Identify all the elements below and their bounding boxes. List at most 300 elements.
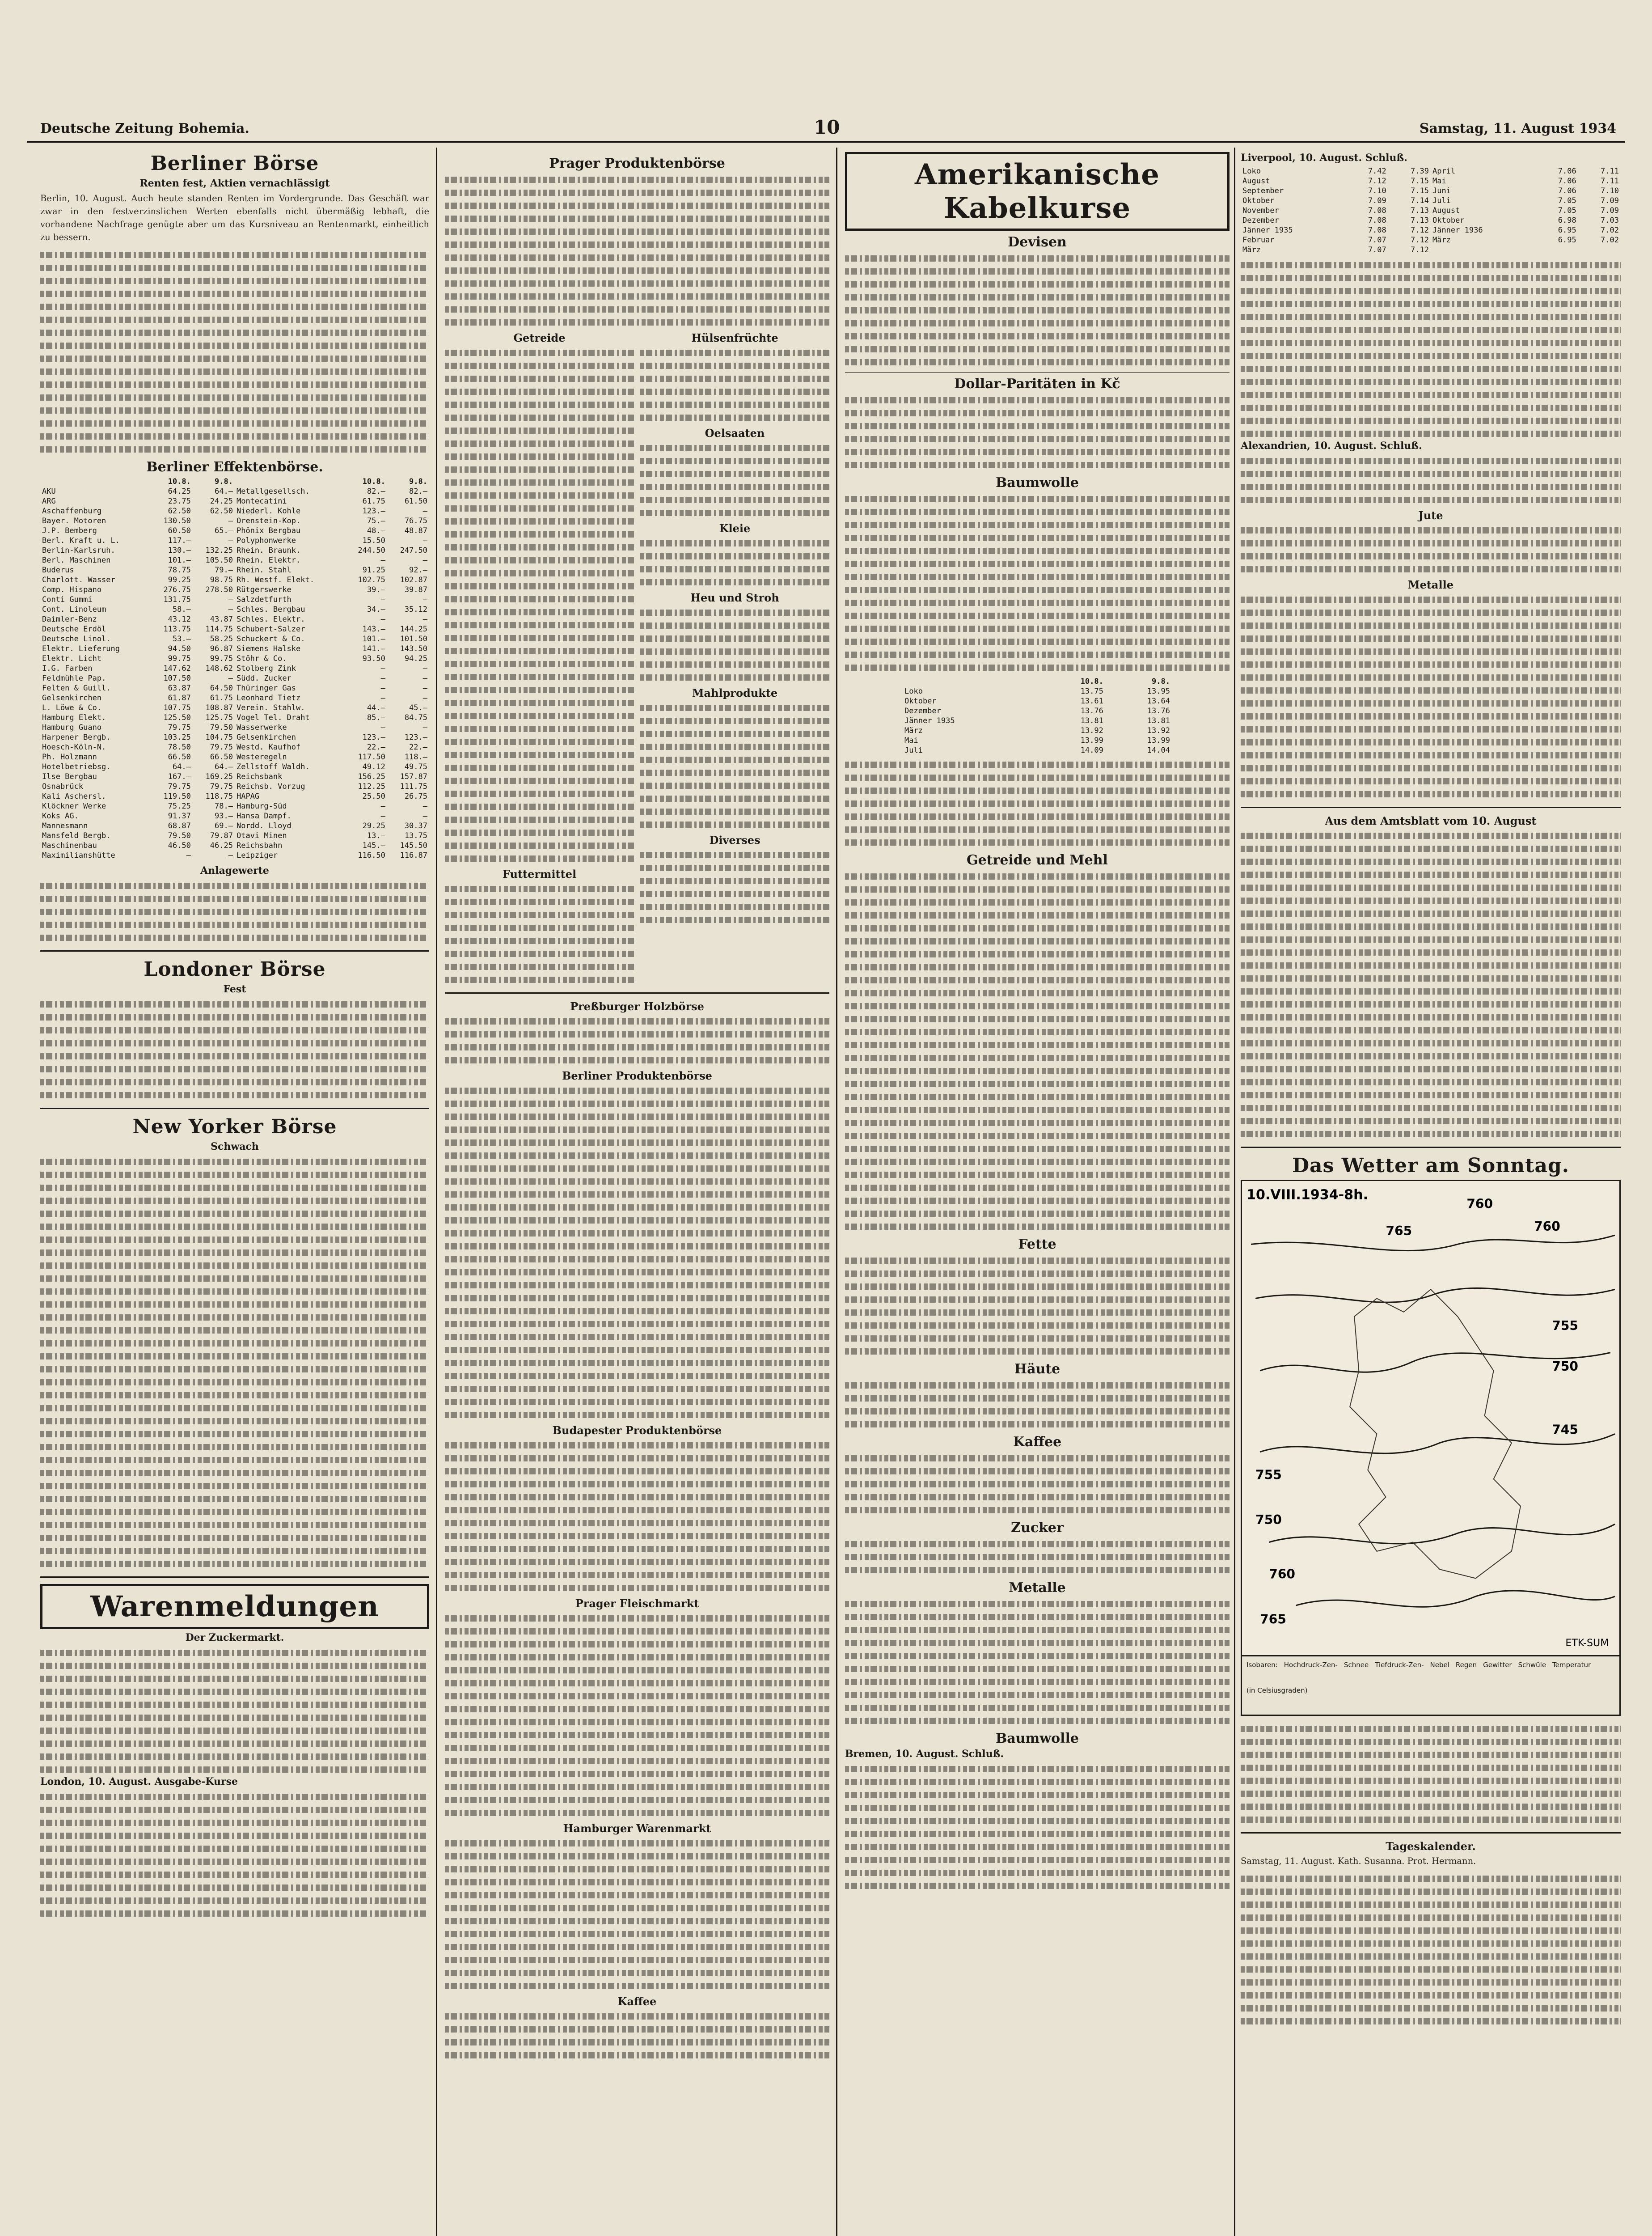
table-cell: Otavi Minen [236, 831, 287, 840]
ny-baumwolle-table [903, 677, 1172, 755]
table-cell: 7.05 [1558, 196, 1576, 205]
warenmeldungen-heading: Warenmeldungen [40, 1584, 429, 1629]
table-cell: 7.12 [1368, 177, 1386, 186]
table-row [40, 506, 429, 516]
table-cell: Berlin-Karlsruh. [42, 546, 115, 555]
issue-date: Samstag, 11. August 1934 [1419, 121, 1616, 136]
table-row [40, 811, 429, 821]
table-row [40, 575, 429, 585]
zucker-body [845, 1537, 1229, 1576]
table-cell: Hamburg Guano [42, 723, 102, 732]
table-cell: 13.75 [1080, 687, 1103, 696]
table-header-cell: 10.8. [362, 477, 385, 486]
prager-produkten-heading: Prager Produktenbörse [549, 156, 725, 171]
table-cell: 45.— [409, 703, 427, 712]
table-cell: Schles. Bergbau [236, 605, 305, 614]
liverpool-body [1241, 258, 1621, 440]
berlin-subheading: Renten fest, Aktien vernachlässigt [139, 178, 330, 189]
table-row [40, 673, 429, 683]
table-cell: 130.50 [163, 517, 191, 525]
table-cell: 61.50 [404, 497, 427, 506]
table-cell: 104.75 [205, 733, 233, 742]
table-row [40, 595, 429, 605]
table-cell: 85.— [367, 713, 385, 722]
table-cell: 66.50 [168, 753, 191, 762]
table-cell: Oktober [1242, 196, 1275, 205]
table-row [903, 736, 1172, 745]
table-cell: 101.— [362, 635, 385, 644]
table-row [40, 644, 429, 654]
table-cell: — [228, 536, 233, 545]
table-cell: 107.50 [163, 674, 191, 683]
table-cell [1431, 245, 1536, 255]
table-cell: 13.81 [1147, 716, 1170, 725]
table-cell [1578, 245, 1621, 255]
table-cell: Buderus [42, 566, 74, 575]
table-row [40, 851, 429, 860]
table-row [1241, 225, 1621, 235]
table-cell: Rh. Westf. Elekt. [236, 576, 314, 584]
table-cell: 107.75 [163, 703, 191, 712]
table-cell: 7.09 [1368, 196, 1386, 205]
table-cell: Westd. Kaufhof [236, 743, 301, 752]
table-cell: Hamburg Elekt. [42, 713, 106, 722]
table-cell: Verein. Stahlw. [236, 703, 305, 712]
table-cell: 157.87 [400, 772, 427, 781]
table-cell: 116.50 [358, 851, 385, 860]
table-row [1241, 176, 1621, 186]
jute-heading: Jute [1418, 509, 1443, 522]
table-cell: 112.25 [358, 782, 385, 791]
table-cell: — [380, 674, 385, 683]
table-cell: Reichsbahn [236, 841, 283, 850]
table-cell: 49.12 [362, 762, 385, 771]
table-cell: 43.87 [210, 615, 233, 624]
budapester-body [445, 1439, 829, 1594]
zuckermarkt-body [40, 1646, 429, 1776]
table-cell: Berl. Maschinen [42, 556, 111, 565]
effekten-heading: Berliner Effektenbörse. [146, 459, 323, 475]
table-row [40, 831, 429, 841]
table-cell: — [380, 802, 385, 811]
table-row [1241, 235, 1621, 245]
table-cell: 7.08 [1368, 226, 1386, 235]
table-cell: Juni [1432, 186, 1451, 195]
isobar-label: 755 [1255, 1467, 1282, 1482]
column-rule [836, 148, 837, 2236]
table-row [903, 706, 1172, 716]
table-row [40, 792, 429, 801]
table-cell: J.P. Bemberg [42, 526, 97, 535]
table-row [40, 723, 429, 733]
table-cell: Leonhard Tietz [236, 694, 301, 703]
table-cell: ARG [42, 497, 56, 506]
table-cell: — [380, 812, 385, 821]
table-cell: Rhein. Stahl [236, 566, 292, 575]
table-cell: 13.95 [1147, 687, 1170, 696]
table-cell: 13.99 [1080, 736, 1103, 745]
table-cell: 7.13 [1411, 206, 1429, 215]
table-cell: Maximilianshütte [42, 851, 115, 860]
metalle-body [1241, 593, 1621, 800]
table-cell: 14.09 [1080, 746, 1103, 755]
table-row [40, 713, 429, 723]
table-cell: 244.50 [358, 546, 385, 555]
table-cell: Metallgesellsch. [236, 487, 310, 496]
table-cell: 103.25 [163, 733, 191, 742]
isobar-label: 745 [1552, 1422, 1578, 1437]
table-cell: 34.— [367, 605, 385, 614]
table-cell: Schubert-Salzer [236, 625, 305, 634]
table-cell: 94.50 [168, 644, 191, 653]
table-cell: Daimler-Benz [42, 615, 97, 624]
table-cell: Klöckner Werke [42, 802, 106, 811]
table-cell: Vogel Tel. Draht [236, 713, 310, 722]
devisen-heading: Devisen [1008, 234, 1067, 250]
table-row [40, 693, 429, 703]
table-cell: 84.75 [404, 713, 427, 722]
wetter-text [1241, 1722, 1621, 1826]
table-row [903, 726, 1172, 736]
table-cell: Rhein. Elektr. [236, 556, 301, 565]
hamburger-heading: Hamburger Warenmarkt [563, 1822, 711, 1835]
table-cell: Aschaffenburg [42, 507, 102, 516]
amtsblatt-heading: Aus dem Amtsblatt vom 10. August [1325, 814, 1537, 827]
newyork-subheading: Schwach [211, 1141, 259, 1152]
table-cell: Harpener Bergb. [42, 733, 111, 742]
map-caption: 10.VIII.1934-8h. [1246, 1187, 1369, 1203]
table-cell: — [228, 595, 233, 604]
table-cell: 79.75 [168, 723, 191, 732]
table-cell: 49.75 [404, 762, 427, 771]
table-cell: Phönix Bergbau [236, 526, 301, 535]
getreide-label: Getreide [513, 331, 566, 344]
isobar-label: 750 [1552, 1359, 1578, 1374]
table-cell: Elektr. Licht [42, 654, 102, 663]
table-cell: 7.12 [1411, 236, 1429, 245]
table-cell: 79.— [215, 566, 233, 575]
table-row [1241, 166, 1621, 176]
table-cell: 82.— [367, 487, 385, 496]
kleie-label: Kleie [719, 522, 751, 535]
table-cell: Niederl. Kohle [236, 507, 301, 516]
table-cell: 7.13 [1411, 216, 1429, 225]
table-row [40, 634, 429, 644]
legend-item: Temperatur [1552, 1661, 1591, 1669]
table-row [903, 716, 1172, 726]
kaffee-body [445, 2010, 829, 2062]
table-cell: 6.95 [1558, 236, 1576, 245]
isobar-label: 760 [1269, 1567, 1295, 1582]
bremen-label: Bremen, 10. August. Schluß. [845, 1748, 1004, 1760]
table-cell: 117.50 [358, 753, 385, 762]
table-cell: 46.50 [168, 841, 191, 850]
column-4 [1241, 152, 1621, 2028]
table-row [40, 683, 429, 693]
prager-fleisch-heading: Prager Fleischmarkt [575, 1597, 699, 1610]
table-cell: Stöhr & Co. [236, 654, 287, 663]
table-row [40, 605, 429, 614]
liverpool-table [1241, 166, 1621, 255]
table-cell: — [380, 595, 385, 604]
table-cell: 125.75 [205, 713, 233, 722]
table-cell: Hamburg-Süd [236, 802, 287, 811]
table-cell: 13.61 [1080, 697, 1103, 706]
table-cell: — [423, 674, 427, 683]
table-cell: 7.42 [1368, 167, 1386, 176]
table-cell: Juli [904, 746, 923, 755]
table-cell: L. Löwe & Co. [42, 703, 102, 712]
kaffee-label: Kaffee [617, 1995, 657, 2008]
table-cell: 7.15 [1411, 186, 1429, 195]
table-cell: 7.08 [1368, 216, 1386, 225]
table-cell: Elektr. Lieferung [42, 644, 120, 653]
table-cell: — [380, 556, 385, 565]
table-row [40, 821, 429, 831]
table-row [1241, 216, 1621, 225]
table-cell: 65.— [215, 526, 233, 535]
table-cell: — [423, 536, 427, 545]
table-cell: 7.02 [1601, 236, 1619, 245]
berlin-text: Berlin, 10. August. Auch heute standen Renten im Vordergrunde. Das Geschäft war zwar in den festverzinslichen Werten ebenfalls nicht übermäßig lebhaft, die vorhandene Nachfrage genügte aber um das Kursniveau an Rentenmarkt, einheitlich zu bessern. [40, 193, 429, 242]
london-subheading: Fest [223, 983, 246, 995]
table-cell: Polyphonwerke [236, 536, 296, 545]
fette-heading: Fette [1018, 1237, 1056, 1252]
table-cell: 26.75 [404, 792, 427, 801]
table-cell: 7.06 [1558, 186, 1576, 195]
legend-item: Regen [1455, 1661, 1477, 1669]
mahl-label: Mahlprodukte [692, 686, 778, 699]
table-cell: Felten & Guill. [42, 684, 111, 693]
table-cell: 145.— [362, 841, 385, 850]
kaffee-ny-body [845, 1452, 1229, 1516]
table-cell: Westeregeln [236, 753, 287, 762]
table-row [1241, 196, 1621, 206]
table-cell: 22.— [367, 743, 385, 752]
table-cell: 75.— [367, 517, 385, 525]
table-cell: — [380, 684, 385, 693]
table-cell: 132.25 [205, 546, 233, 555]
effekten-table [40, 477, 429, 860]
devisen-body [845, 252, 1229, 368]
table-cell: März [1432, 236, 1451, 245]
table-cell: 13.76 [1147, 707, 1170, 716]
metalle-ny-heading: Metalle [1009, 1580, 1066, 1596]
table-cell: 64.50 [210, 684, 233, 693]
table-row [40, 565, 429, 575]
table-cell: I.G. Farben [42, 664, 93, 673]
weather-map-drawing [1242, 1181, 1619, 1655]
table-cell: 7.15 [1411, 177, 1429, 186]
table-cell: Dezember [904, 707, 941, 716]
table-cell: Februar [1242, 236, 1275, 245]
table-cell: 79.50 [168, 831, 191, 840]
table-cell: Reichsb. Vorzug [236, 782, 305, 791]
legend-item: Tiefdruck-Zen- [1375, 1661, 1424, 1669]
table-cell: 68.87 [168, 822, 191, 830]
table-cell: August [1432, 206, 1460, 215]
table-cell: September [1242, 186, 1284, 195]
table-row [40, 516, 429, 526]
table-cell: Mansfeld Bergb. [42, 831, 111, 840]
table-cell: 101.— [168, 556, 191, 565]
london-zucker-table [40, 1790, 429, 1920]
table-cell: Osnabrück [42, 782, 84, 791]
table-row [40, 752, 429, 762]
table-row [40, 526, 429, 536]
tageskalender-lead: Samstag, 11. August. Kath. Susanna. Prot. Hermann. [1241, 1856, 1476, 1866]
table-cell: Mannesmann [42, 822, 88, 830]
isobar-label: 765 [1386, 1224, 1412, 1239]
table-cell: 94.25 [404, 654, 427, 663]
weather-legend [1241, 1656, 1621, 1716]
paper-name: Deutsche Zeitung Bohemia. [40, 121, 249, 136]
table-cell: — [186, 851, 191, 860]
metalle-heading: Metalle [1408, 578, 1453, 591]
table-header-cell [903, 677, 1039, 686]
table-cell: Thüringer Gas [236, 684, 296, 693]
kaffee-heading: Kaffee [1013, 1434, 1062, 1450]
getreide-mehl-body [845, 870, 1229, 1233]
table-cell: 116.87 [400, 851, 427, 860]
table-cell: 111.75 [400, 782, 427, 791]
new-orleans-table [845, 758, 1229, 849]
tageskalender-heading: Tageskalender. [1386, 1840, 1476, 1853]
column-rule [436, 148, 437, 2236]
table-cell: 7.12 [1411, 226, 1429, 235]
table-cell: 79.87 [210, 831, 233, 840]
jute-body [1241, 524, 1621, 576]
table-row [40, 585, 429, 595]
table-cell: — [228, 517, 233, 525]
table-cell: — [423, 723, 427, 732]
table-cell: Hotelbetriebsg. [42, 762, 111, 771]
table-cell: November [1242, 206, 1279, 215]
legend-item: Schwüle [1518, 1661, 1546, 1669]
table-cell: 123.— [362, 733, 385, 742]
table-cell: 247.50 [400, 546, 427, 555]
newyork-body [40, 1155, 429, 1570]
table-cell: 7.09 [1601, 196, 1619, 205]
alexandrien-label: Alexandrien, 10. August. Schluß. [1241, 440, 1422, 452]
futtermittel-label: Futtermittel [502, 868, 577, 881]
table-cell: 99.75 [168, 654, 191, 663]
table-cell: 7.10 [1368, 186, 1386, 195]
table-cell: 92.— [409, 566, 427, 575]
table-cell: 156.25 [358, 772, 385, 781]
table-cell: Reichsbank [236, 772, 283, 781]
table-cell: 61.75 [362, 497, 385, 506]
table-cell: 114.75 [205, 625, 233, 634]
table-cell: 91.25 [362, 566, 385, 575]
table-cell: 78.50 [168, 743, 191, 752]
table-cell: 13.75 [404, 831, 427, 840]
table-cell: 7.10 [1601, 186, 1619, 195]
hulsen-label: Hülsenfrüchte [691, 331, 778, 344]
table-cell: 64.— [215, 487, 233, 496]
table-cell: Comp. Hispano [42, 585, 102, 594]
table-cell: Jänner 1936 [1432, 226, 1483, 235]
london-heading: Londoner Börse [144, 958, 326, 981]
table-cell: 25.50 [362, 792, 385, 801]
baumwolle-body [845, 492, 1229, 674]
table-cell: Schles. Elektr. [236, 615, 305, 624]
table-cell: Stolberg Zink [236, 664, 296, 673]
table-cell: 79.50 [210, 723, 233, 732]
table-row [40, 762, 429, 772]
table-row [40, 614, 429, 624]
table-cell: 78.75 [168, 566, 191, 575]
table-row [40, 733, 429, 742]
pressburg-body [445, 1015, 829, 1067]
legend-item: Schnee [1344, 1661, 1369, 1669]
table-cell: 48.87 [404, 526, 427, 535]
table-cell: 148.62 [205, 664, 233, 673]
legend-item: Nebel [1430, 1661, 1449, 1669]
getreide-mehl-heading: Getreide und Mehl [967, 852, 1108, 868]
table-cell: März [1242, 246, 1261, 254]
london-zucker-label: London, 10. August. Ausgabe-Kurse [40, 1776, 238, 1787]
table-cell: — [228, 674, 233, 683]
table-cell: Wasserwerke [236, 723, 287, 732]
table-cell: Maschinenbau [42, 841, 97, 850]
table-cell: 29.25 [362, 822, 385, 830]
table-cell: 7.08 [1368, 206, 1386, 215]
table-cell: 98.75 [210, 576, 233, 584]
table-cell: 61.87 [168, 694, 191, 703]
table-row [40, 782, 429, 792]
table-cell: — [423, 684, 427, 693]
table-cell: 64.25 [168, 487, 191, 496]
table-cell: AKU [42, 487, 56, 496]
table-header-cell [235, 477, 345, 487]
table-cell: 7.11 [1601, 177, 1619, 186]
anlagewerte-label: Anlagewerte [200, 865, 269, 877]
table-cell: 43.12 [168, 615, 191, 624]
table-cell: 64.— [215, 762, 233, 771]
table-cell: Kali Aschersl. [42, 792, 106, 801]
table-cell: Deutsche Linol. [42, 635, 111, 644]
table-cell: 46.25 [210, 841, 233, 850]
table-cell: Gelsenkirchen [42, 694, 102, 703]
table-cell: 118.75 [205, 792, 233, 801]
table-cell: Zellstoff Waldh. [236, 762, 310, 771]
table-cell: 276.75 [163, 585, 191, 594]
budapester-heading: Budapester Produktenbörse [552, 1424, 722, 1437]
berlin-heading: Berliner Börse [150, 152, 319, 175]
table-cell: 118.— [404, 753, 427, 762]
table-cell: Rhein. Braunk. [236, 546, 301, 555]
table-cell: Hoesch-Köln-N. [42, 743, 106, 752]
oelsaaten-label: Oelsaaten [705, 427, 765, 440]
table-cell: 22.— [409, 743, 427, 752]
isobar-label: 765 [1260, 1612, 1286, 1627]
hamburger-body [445, 1837, 829, 1992]
fette-body [845, 1254, 1229, 1358]
table-cell: 66.50 [210, 753, 233, 762]
table-header-cell: 10.8. [168, 477, 191, 486]
table-cell: 7.03 [1601, 216, 1619, 225]
newyork-heading: New Yorker Börse [132, 1115, 337, 1138]
table-cell: 48.— [367, 526, 385, 535]
table-row [40, 546, 429, 555]
table-cell: Koks AG. [42, 812, 79, 821]
table-cell: 101.50 [400, 635, 427, 644]
table-cell: 13.92 [1080, 726, 1103, 735]
table-row [1241, 245, 1621, 255]
table-cell: Mai [904, 736, 918, 745]
metalle-ny-body [845, 1597, 1229, 1727]
